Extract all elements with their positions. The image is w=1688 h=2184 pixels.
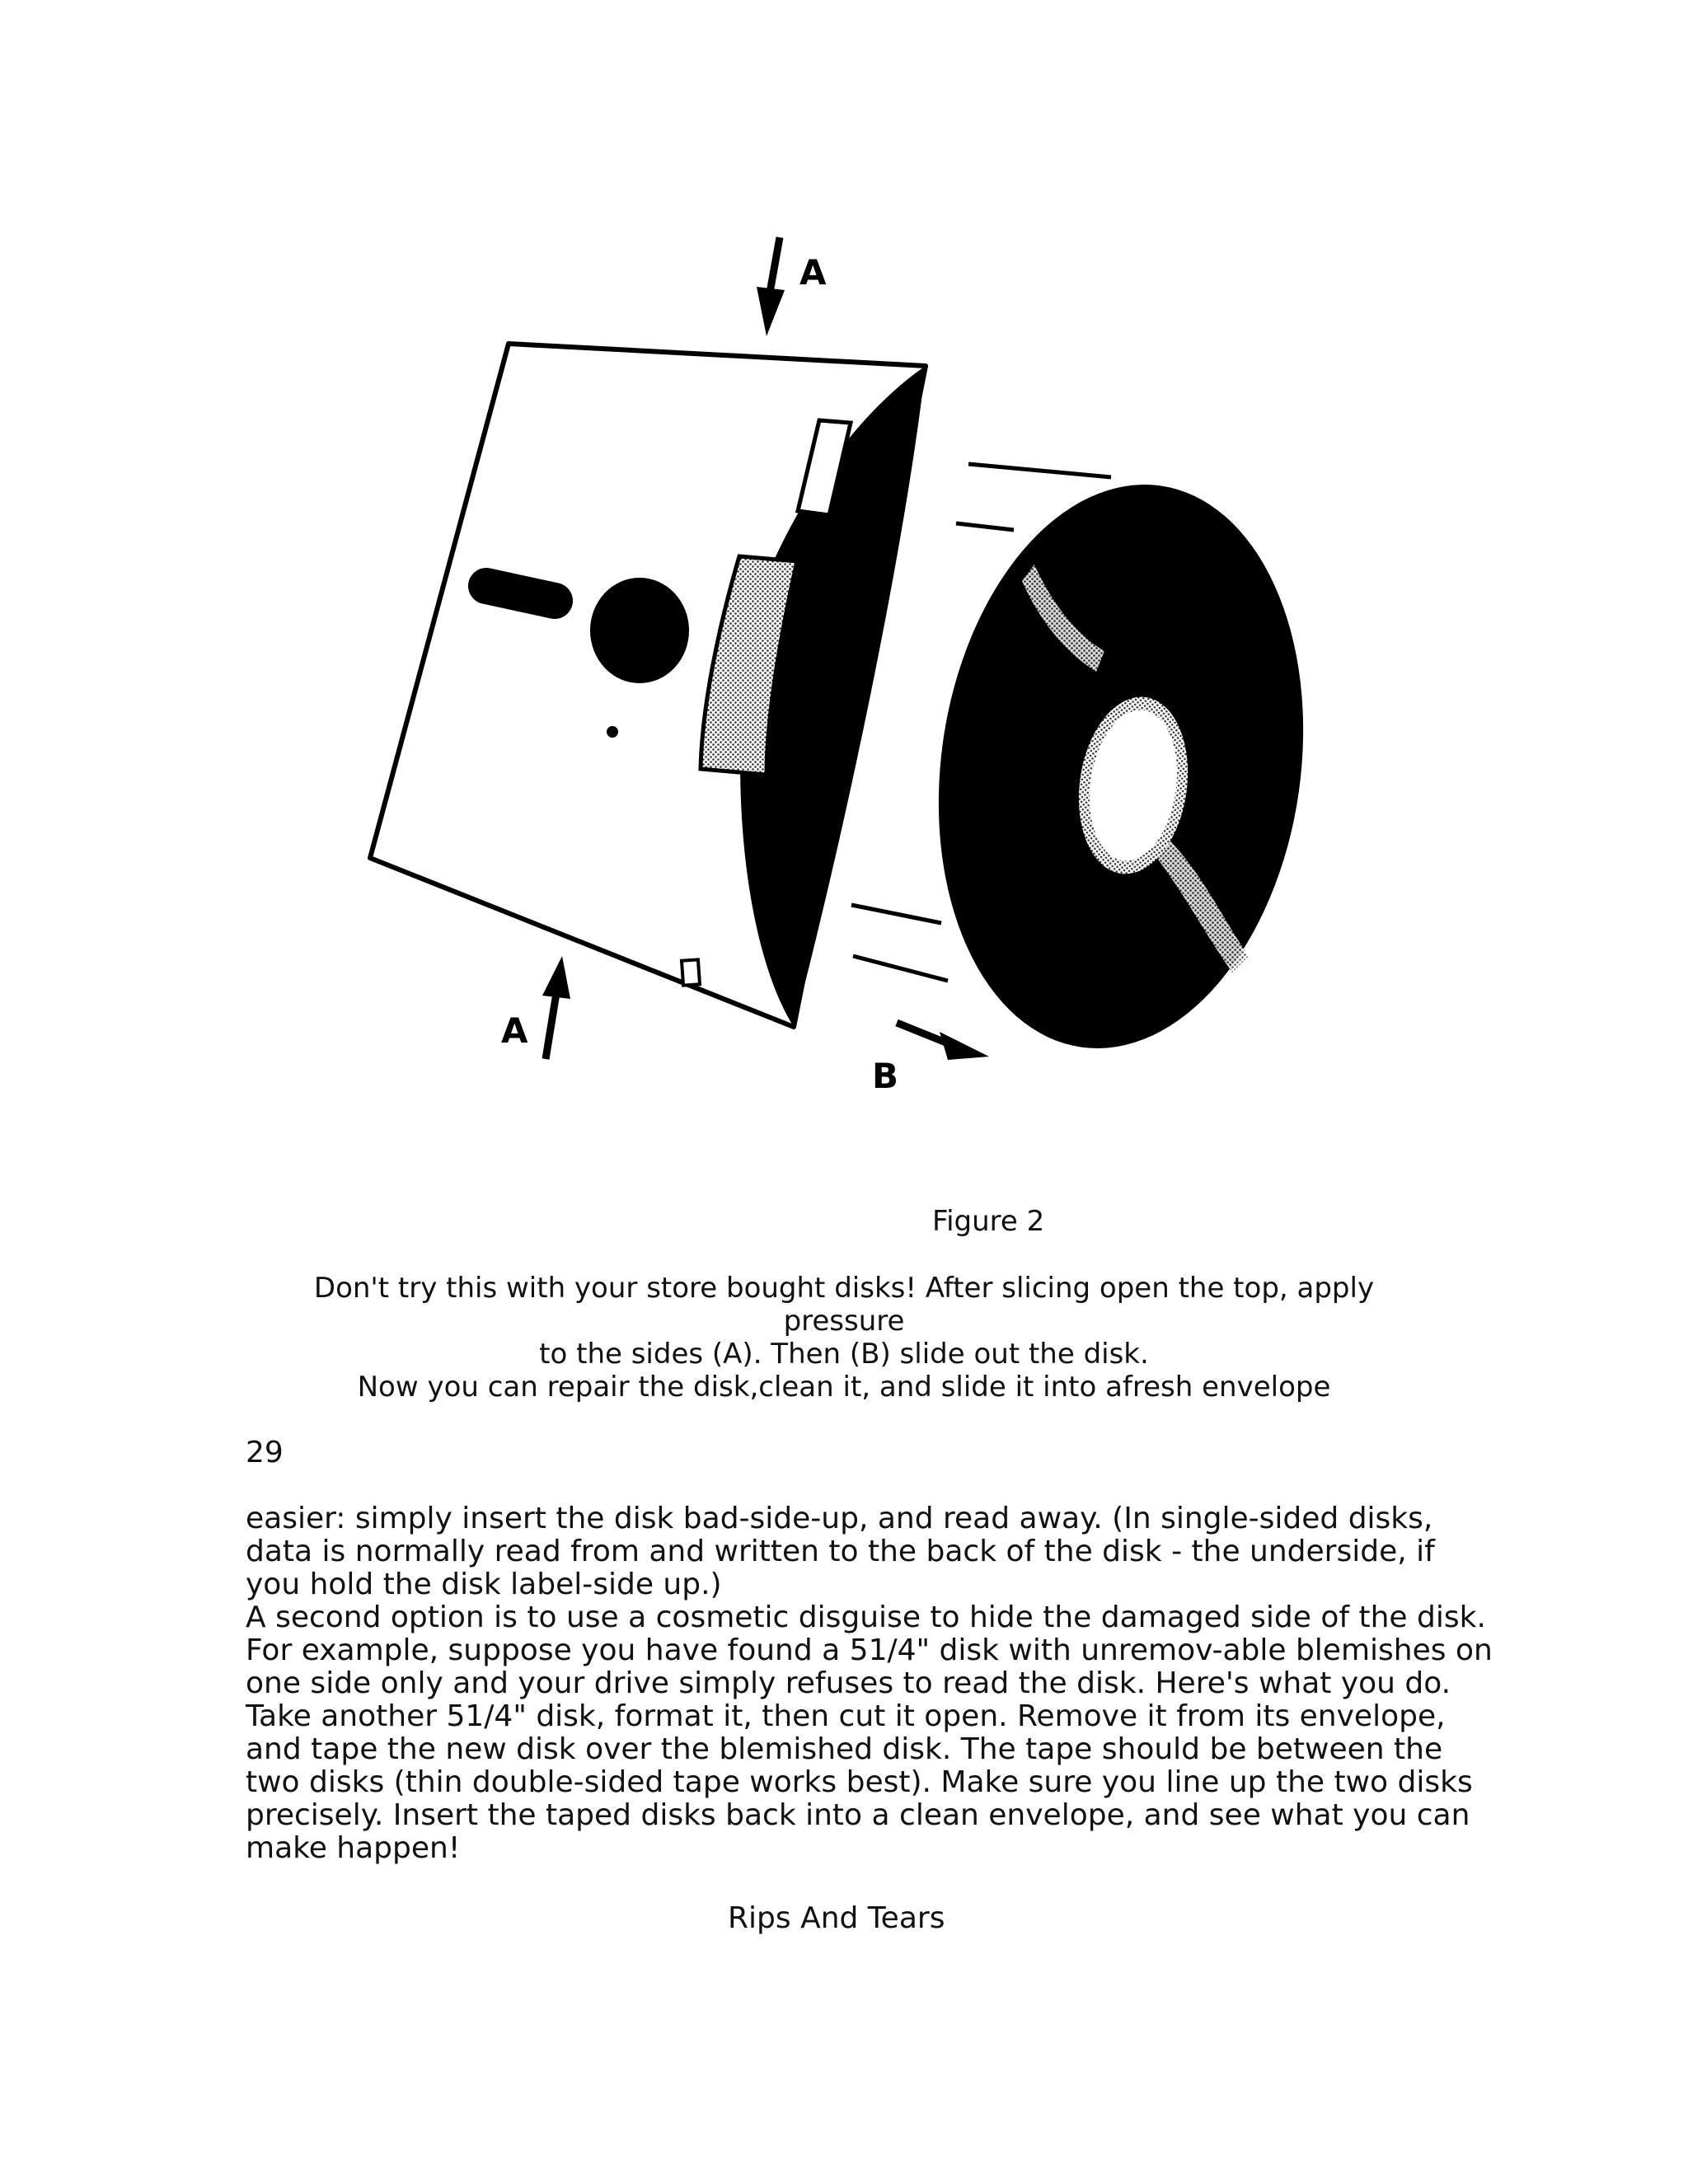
body-line-2: data is normally read from and written to the back of the disk - the underside, if (246, 1535, 1435, 1568)
body-line-8: and tape the new disk over the blemished disk. The tape should be between the (246, 1732, 1443, 1766)
slide-line-3 (851, 905, 941, 923)
caption-line-2: pressure (783, 1305, 905, 1338)
body-line-3: you hold the disk label-side up.) (246, 1568, 722, 1601)
section-heading: Rips And Tears (728, 1901, 945, 1935)
arrow-b (897, 1023, 989, 1060)
figure-floppy-disk-illustration (272, 190, 1409, 1179)
body-line-11: make happen! (246, 1831, 461, 1865)
body-line-9: two disks (thin double-sided tape works best). Make sure you line up the two disks (246, 1765, 1473, 1799)
index-hole (607, 726, 618, 738)
figure-title: Figure 2 (932, 1205, 1045, 1238)
index-slot (486, 586, 555, 601)
label-a-bottom: A (501, 1010, 528, 1051)
caption-line-1: Don't try this with your store bought disks! After slicing open the top, apply (313, 1272, 1375, 1305)
label-a-top: A (799, 252, 827, 293)
page-number: 29 (246, 1436, 284, 1469)
body-line-1: easier: simply insert the disk bad-side-up, and read away. (In single-sided disks, (246, 1502, 1433, 1535)
body-line-7: Take another 51/4" disk, format it, then cut it open. Remove it from its envelope, (246, 1699, 1446, 1733)
slide-line-4 (853, 956, 948, 981)
envelope-notch (682, 959, 700, 985)
body-line-4: A second option is to use a cosmetic disguise to hide the damaged side of the disk. (246, 1601, 1486, 1634)
label-b: B (872, 1056, 899, 1096)
body-line-6: one side only and your drive simply refuses to read the disk. Here's what you do. (246, 1666, 1451, 1700)
body-line-5: For example, suppose you have found a 51/4" disk with unremov-able blemishes on (246, 1633, 1493, 1667)
body-line-10: precisely. Insert the taped disks back into a clean envelope, and see what you can (246, 1798, 1470, 1832)
hub-hole (590, 578, 689, 683)
caption-line-4: Now you can repair the disk,clean it, and slide it into afresh envelope (357, 1371, 1331, 1404)
floppy-disk-drawing (272, 190, 1409, 1179)
caption-line-3: to the sides (A). Then (B) slide out the disk. (539, 1338, 1149, 1371)
slide-line-1 (968, 464, 1111, 477)
arrow-a-top (757, 237, 785, 336)
arrow-a-bottom (542, 956, 570, 1059)
slide-line-2 (956, 523, 1014, 530)
